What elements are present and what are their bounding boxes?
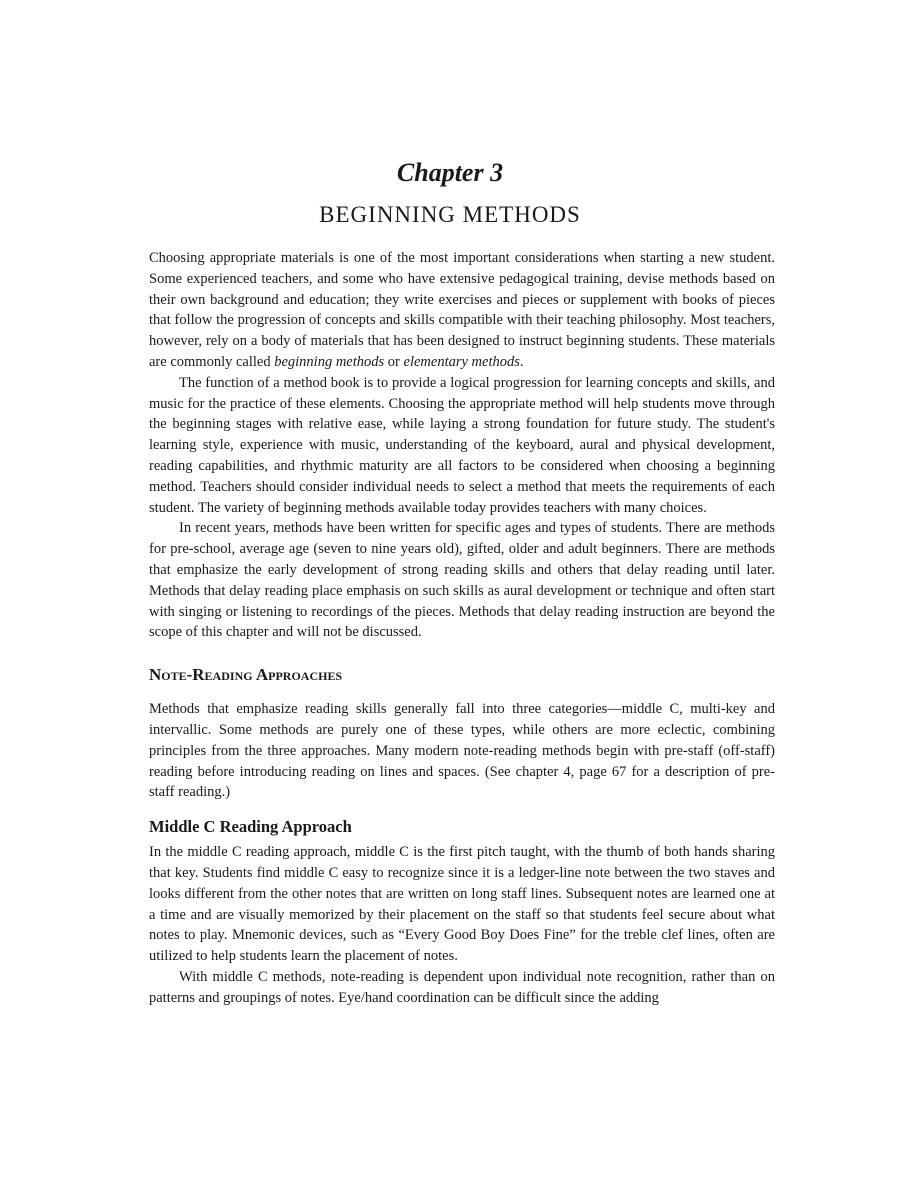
section-heading-note-reading: Note-Reading Approaches: [149, 665, 343, 685]
chapter-body: [149, 248, 775, 1009]
intro-paragraph-1: [149, 248, 775, 373]
intro-paragraph-2: The function of a method book is to provide a logical progression for learning concepts and skills, and music for the practice of these elements. Choosing the appropriate method will help students move through the beginning stages with relative ease, while laying a strong foundation for future study. The student's learning style, experience with music, understanding of the keyboard, aural and physical development, reading capabilities, and rhythmic maturity are all factors to be considered when choosing a beginning method. Teachers should consider individual needs to select a method that meets the requirements of each student. The variety of beginning methods available today provides teachers with many choices.: [149, 374, 775, 516]
intro-p1-text: Choosing appropriate materials is one of the most important considerations when starting a new student. Some experienced teachers, and some who have extensive pedagogical training, devise methods based on their own background and education; they write exercises and pieces or supplement with books of pieces that follow the progression of concepts and skills compatible with their teaching philosophy. Most teachers, however, rely on a body of materials that has been designed to instruct beginning students. These materials are commonly called: [149, 250, 775, 370]
intro-p1-or: or: [384, 353, 404, 370]
chapter-number: Chapter 3: [396, 158, 504, 187]
term-elementary-methods: elementary methods: [403, 353, 520, 370]
intro-paragraph-3: In recent years, methods have been written for specific ages and types of students. There are methods for pre-school, average age (seven to nine years old), gifted, older and adult beginners. There are methods that emphasize the early development of strong reading skills and others that delay reading until later. Methods that delay reading place emphasis on such skills as aural development or technique and often start with singing or listening to recordings of the pieces. Methods that delay reading instruction are beyond the scope of this chapter and will not be discussed.: [149, 520, 775, 641]
chapter-title: BEGINNING METHODS: [319, 202, 581, 227]
middle-c-paragraph-2: With middle C methods, note-reading is dependent upon individual note recognition, rather than on patterns and groupings of notes. Eye/hand coordination can be difficult since the adding: [149, 968, 775, 1006]
subsection-heading-middle-c: Middle C Reading Approach: [149, 817, 352, 837]
middle-c-paragraph-1: In the middle C reading approach, middle C is the first pitch taught, with the thumb of both hands sharing that key. Students find middle C easy to recognize since it is a ledger-line note between the two staves and looks different from the other notes that are written on long staff lines. Subsequent notes are learned one at a time and are visually memorized by their placement on the staff so that students feel secure about what notes to play. Mnemonic devices, such as “Every Good Boy Does Fine” for the treble clef lines, often are utilized to help students learn the placement of notes.: [149, 844, 775, 965]
term-beginning-methods: beginning methods: [274, 353, 385, 370]
intro-p1-end: .: [519, 353, 524, 370]
note-reading-paragraph: Methods that emphasize reading skills generally fall into three categories—middle C, multi-key and intervallic. Some methods are purely one of these types, while others are more eclectic, combining principles from the three approaches. Many modern note-reading methods begin with pre-staff (off-staff) reading before introducing reading on lines and spaces. (See chapter 4, page 67 for a description of pre-staff reading.): [149, 701, 775, 801]
